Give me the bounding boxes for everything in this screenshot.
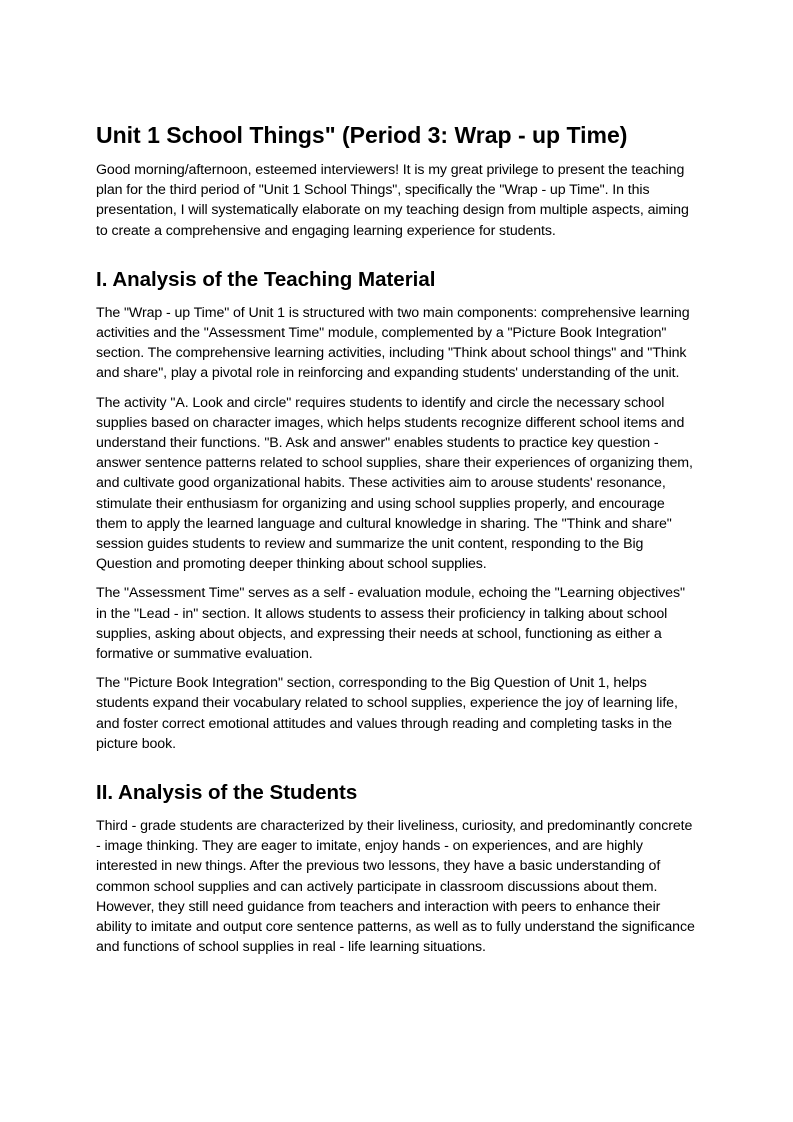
paragraph: The "Assessment Time" serves as a self - evaluation module, echoing the "Learning objectives" in the "Lead - in" section. It allows students to assess their proficiency in talking about school supplies, asking about objects, and expressing their needs at school, functioning as either a formative or summative evaluation.	[96, 585, 685, 663]
paragraph: Third - grade students are characterized by their liveliness, curiosity, and predominantly concrete - image thinking. They are eager to imitate, enjoy hands - on experiences, and are highly interested in new things. After the previous two lessons, they have a basic understanding of common school supplies and can actively participate in classroom discussions about them. However, they still need guidance from teachers and interaction with peers to enhance their ability to imitate and output core sentence patterns, as well as to fully understand the significance and functions of school supplies in real - life learning situations.	[96, 818, 695, 956]
section-heading: II. Analysis of the Students	[96, 781, 358, 805]
section-teaching-material	[96, 265, 698, 754]
section-students	[96, 778, 698, 957]
document-page	[96, 118, 698, 967]
document-title: Unit 1 School Things" (Period 3: Wrap - up Time)	[96, 122, 628, 148]
paragraph: The "Picture Book Integration" section, corresponding to the Big Question of Unit 1, helps students expand their vocabulary related to school supplies, experience the joy of learning life, and foster correct emotional attitudes and values through reading and completing tasks in the picture book.	[96, 675, 678, 752]
section-heading: I. Analysis of the Teaching Material	[96, 267, 436, 291]
paragraph: The activity "A. Look and circle" requires students to identify and circle the necessary school supplies based on character images, which helps students recognize different school items and understand their functions. "B. Ask and answer" enables students to practice key question - answer sentence patterns related to school supplies, share their experiences of organizing them, and cultivate good organizational habits. These activities aim to arouse students' resonance, stimulate their enthusiasm for organizing and using school supplies properly, and encourage them to apply the learned language and cultural knowledge in sharing. The "Think and share" session guides students to review and summarize the unit content, responding to the Big Question and promoting deeper thinking about school supplies.	[96, 394, 693, 573]
intro-paragraph: Good morning/afternoon, esteemed interviewers! It is my great privilege to present the teaching plan for the third period of "Unit 1 School Things", specifically the "Wrap - up Time". In this presentation, I will systematically elaborate on my teaching design from multiple aspects, aiming to create a comprehensive and engaging learning experience for students.	[96, 162, 689, 239]
paragraph: The "Wrap - up Time" of Unit 1 is structured with two main components: comprehensive learning activities and the "Assessment Time" module, complemented by a "Picture Book Integration" section. The comprehensive learning activities, including "Think about school things" and "Think and share", play a pivotal role in reinforcing and expanding students' understanding of the unit.	[96, 304, 690, 382]
